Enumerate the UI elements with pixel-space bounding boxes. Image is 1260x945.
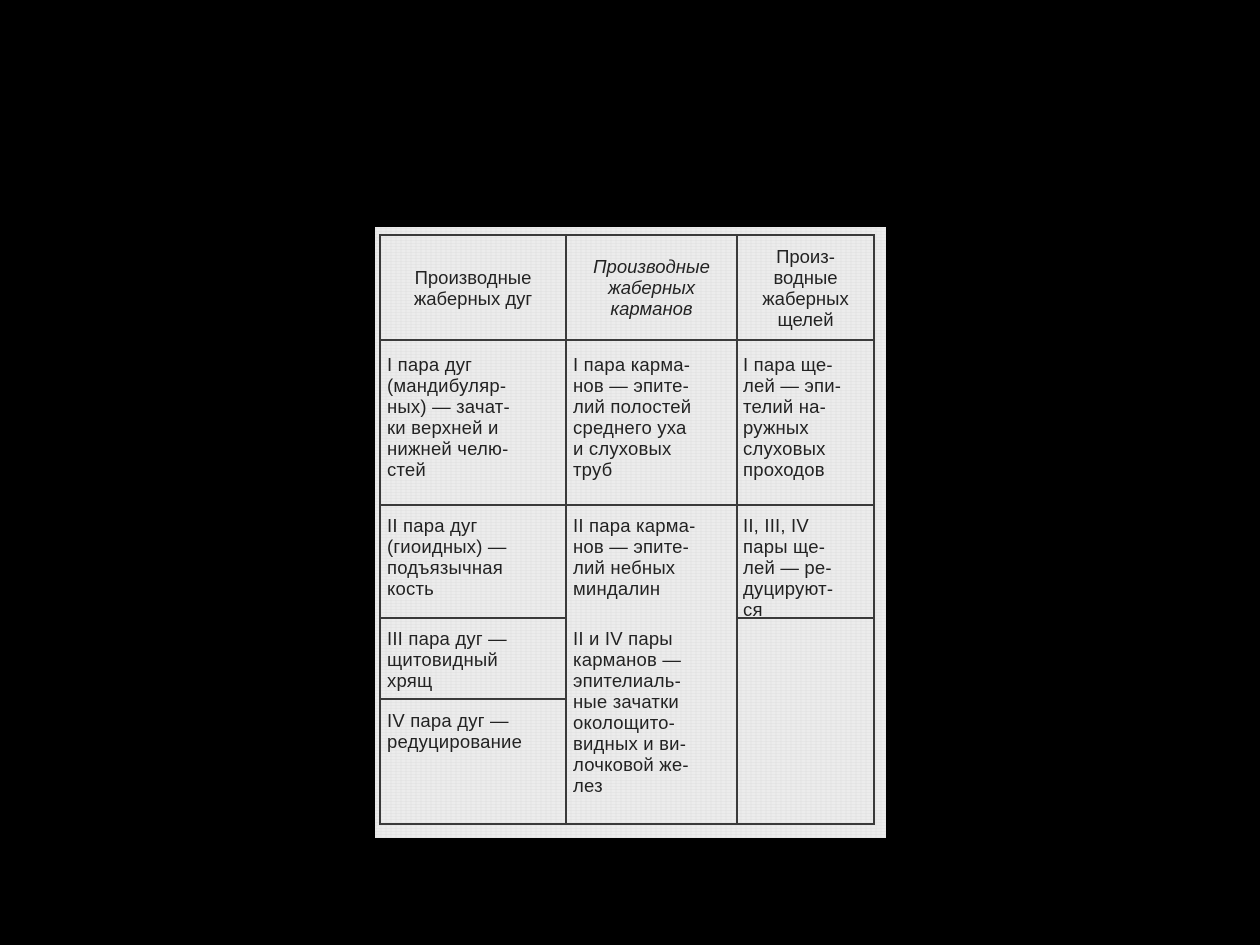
header-gill-pouches: Производные жаберных карманов — [593, 256, 710, 319]
cleft-pairs-2-4: II, III, IV пары ще- лей — ре- дуцируют- ся — [743, 515, 834, 620]
cleft-pair-1: I пара ще- лей — эпи- телий на- ружных слуховых проходов — [743, 354, 842, 480]
pouch-pairs-3-4: II и IV пары карманов — эпителиаль- ные зачатки околощито- видных и ви- лочковой же- лез — [573, 628, 689, 796]
pharyngeal-arch-derivatives-table — [379, 234, 875, 825]
arch-pair-4: IV пара дуг — редуцирование — [387, 710, 523, 752]
pouch-pair-2: II пара карма- нов — эпите- лий небных миндалин — [573, 515, 696, 599]
arch-pair-1: I пара дуг (мандибуляр- ных) — зачат- ки верхней и нижней челю- стей — [387, 354, 510, 480]
table-border-right — [873, 234, 875, 825]
header-gill-clefts: Произ- водные жаберных щелей — [762, 245, 849, 330]
table-border-bottom — [379, 823, 875, 825]
header-gill-arches: Производные жаберных дуг — [413, 266, 533, 309]
pouch-pair-1: I пара карма- нов — эпите- лий полостей среднего уха и слуховых труб — [573, 354, 692, 480]
arch-pair-3: III пара дуг — щитовидный хрящ — [387, 628, 507, 691]
scanned-table-image — [375, 227, 886, 838]
arch-pair-2: II пара дуг (гиоидных) — подъязычная кость — [387, 515, 507, 599]
